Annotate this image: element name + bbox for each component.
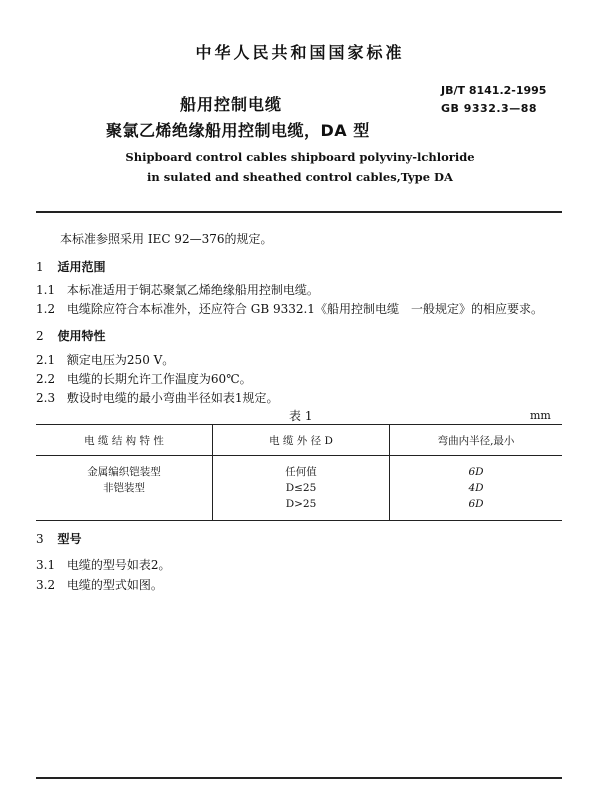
clause-number: 3.2: [36, 578, 56, 592]
document-title-line2: 聚氯乙烯绝缘船用控制电缆，DA 型: [106, 121, 370, 140]
english-title-line1: Shipboard control cables shipboard polyviny-lchloride: [125, 150, 475, 164]
table-header-row: [36, 425, 562, 456]
table-cell: 6D: [468, 498, 484, 510]
table-row: [36, 496, 562, 521]
section-2-heading: [36, 327, 105, 344]
clause-text: 本标准适用于铜芯聚氯乙烯绝缘船用控制电缆。: [66, 283, 319, 297]
table-header-cell: 弯曲内半径,最小: [437, 434, 515, 447]
standard-code-secondary: GB 9332.3—88: [441, 102, 537, 115]
section-1-heading: [36, 258, 105, 275]
table-cell: [36, 496, 213, 521]
table-cell: D>25: [213, 496, 390, 521]
table-cell: 金属编织铠装型: [87, 466, 161, 478]
clause-number: 1.1: [36, 283, 56, 297]
clause-1-1: [36, 281, 319, 298]
clause-text: 敷设时电缆的最小弯曲半径如表1规定。: [66, 391, 279, 405]
table-cell: 4D: [468, 482, 484, 494]
section-3-number: 3: [36, 532, 44, 546]
section-2-number: 2: [36, 329, 44, 343]
table-row: [36, 480, 562, 496]
section-2-title: 使用特性: [57, 329, 106, 343]
clause-text: 电缆的型号如表2。: [66, 558, 171, 572]
table-cell: 6D: [468, 466, 484, 478]
table-1-unit: mm: [530, 409, 551, 422]
clause-text: 电缆的型式如图。: [66, 578, 163, 592]
table-cell: D≤25: [213, 480, 390, 496]
clause-text: 电缆的长期允许工作温度为60℃。: [66, 372, 252, 386]
clause-number: 3.1: [36, 558, 56, 572]
section-1-title: 适用范围: [57, 260, 106, 274]
table-header-cell: 电 缆 外 径 D: [213, 425, 390, 456]
clause-text: 电缆除应符合本标准外，还应符合 GB 9332.1《船用控制电缆 一般规定》的相应要求。: [66, 302, 543, 316]
table-1: [36, 424, 562, 521]
header-divider: [36, 211, 562, 213]
clause-number: 1.2: [36, 302, 56, 316]
table-header-cell: 电 缆 结 构 特 性: [84, 434, 164, 447]
clause-1-2: [36, 300, 543, 317]
clause-3-2: [36, 576, 163, 593]
clause-number: 2.2: [36, 372, 56, 386]
clause-2-1: [36, 351, 174, 368]
clause-number: 2.1: [36, 353, 56, 367]
table-cell: 任何值: [213, 456, 390, 481]
intro-paragraph: 本标准参照采用 IEC 92—376的规定。: [60, 232, 273, 246]
table-row: [36, 456, 562, 481]
english-title-line2: in sulated and sheathed control cables,Type DA: [147, 170, 453, 184]
section-3-heading: [36, 530, 81, 547]
clause-3-1: [36, 556, 171, 573]
clause-2-2: [36, 370, 252, 387]
clause-2-3: [36, 389, 279, 406]
section-1-number: 1: [36, 260, 44, 274]
national-standard-label: 中华人民共和国国家标准: [195, 43, 405, 62]
standard-code-primary: JB/T 8141.2-1995: [441, 84, 547, 97]
section-3-title: 型号: [57, 532, 82, 546]
clause-text: 额定电压为250 V。: [66, 353, 175, 367]
document-title-line1: 船用控制电缆: [180, 95, 283, 114]
clause-number: 2.3: [36, 391, 56, 405]
footer-divider: [36, 777, 562, 779]
table-cell: 非铠装型: [103, 482, 145, 494]
table-1-caption: 表 1: [289, 409, 313, 423]
